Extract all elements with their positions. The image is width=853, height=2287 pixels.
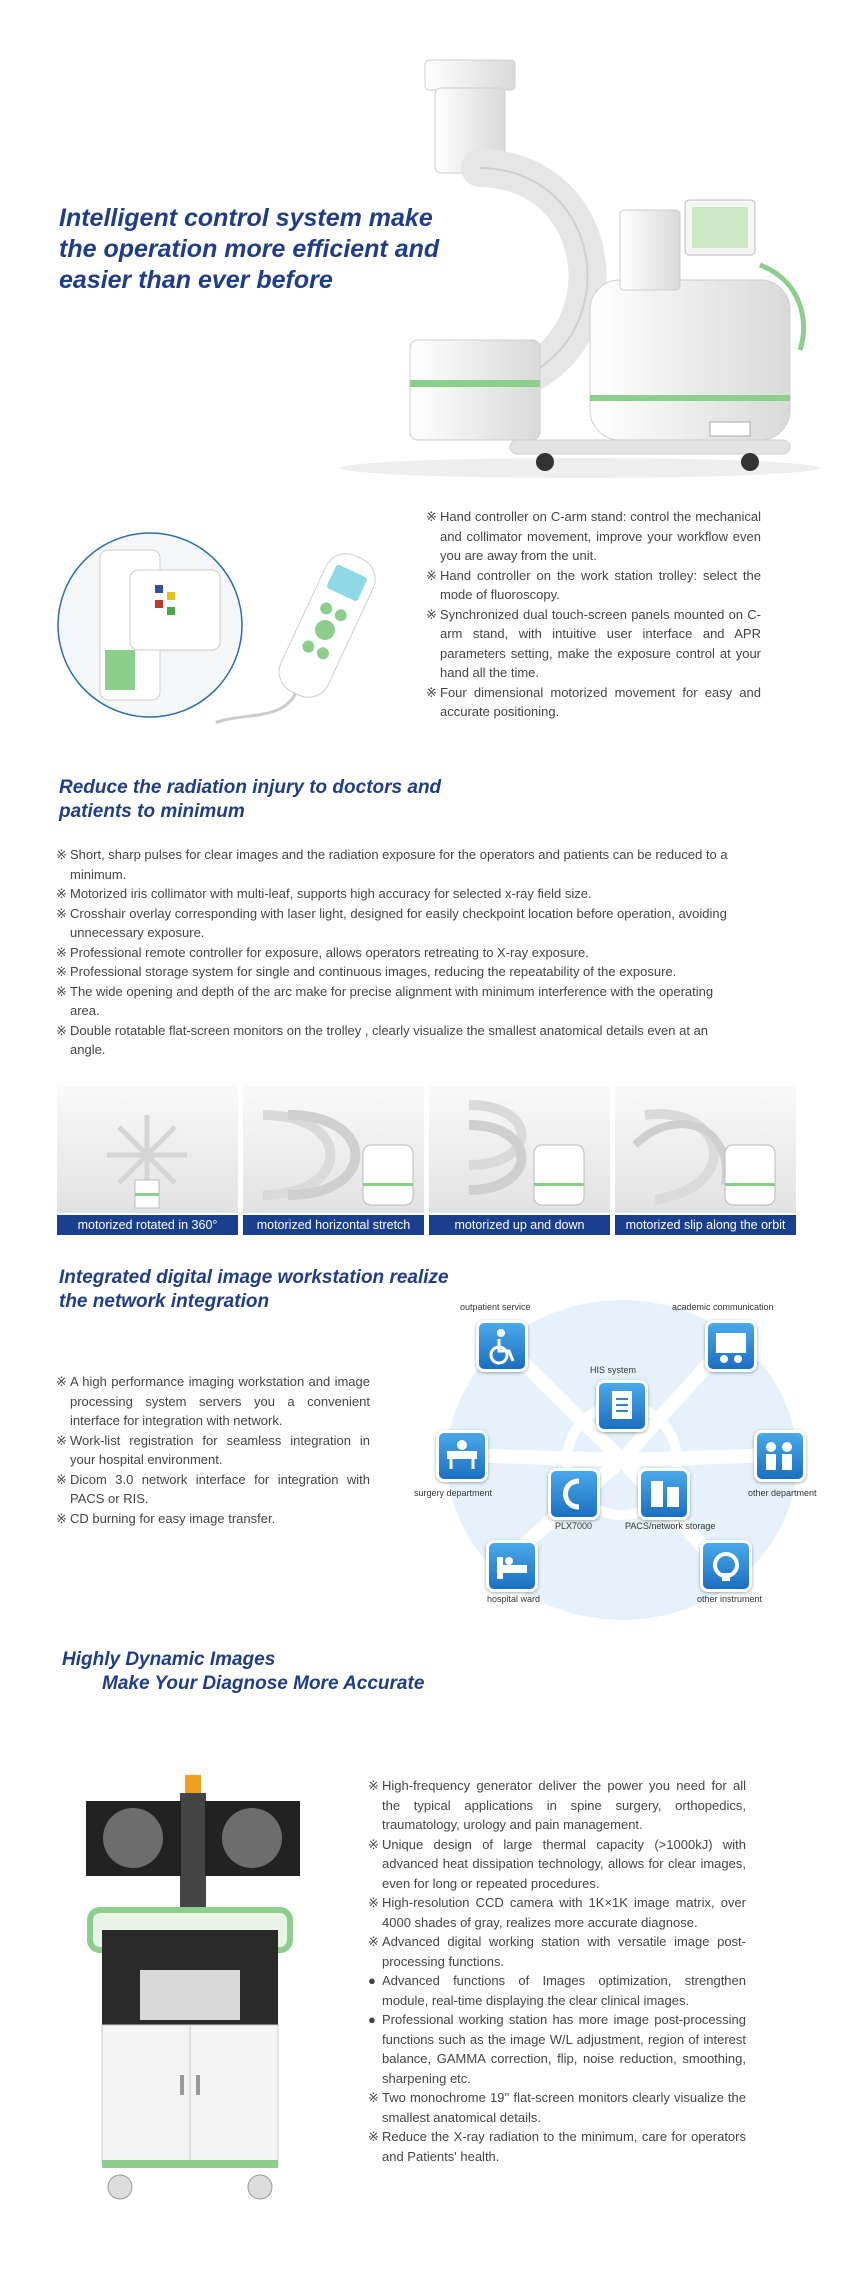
reference-mark: ※: [426, 684, 437, 700]
label-outpatient: outpatient service: [460, 1302, 531, 1312]
list-item: ● Professional working station has more image post-processing functions such as the image W/L adjustment, region of interest balance, GAMMA correction, flip, noise reduction, smoothing, sharpening etc.: [368, 2012, 746, 2086]
section1-feature-list: [426, 507, 761, 722]
workstation-trolley-image: [80, 1775, 300, 2205]
other-instrument-icon: [700, 1540, 752, 1592]
label-other-dept: other department: [748, 1488, 817, 1498]
motion-photo-stretch: [243, 1085, 424, 1213]
list-item: ※ Hand controller on the work station trolley: select the mode of fluoroscopy.: [426, 567, 761, 602]
reference-mark: ※: [426, 509, 437, 524]
caption-updown: motorized up and down: [429, 1215, 610, 1235]
reference-mark: ※: [56, 886, 67, 901]
list-item: ※ Reduce the X-ray radiation to the minimum, care for operators and Patients' health.: [368, 2129, 746, 2164]
pacs-storage-icon: [638, 1468, 690, 1520]
surgery-department-icon: [436, 1430, 488, 1482]
section2-title-line: Reduce the radiation injury to doctors and: [59, 777, 442, 798]
list-mark: ※: [368, 1836, 379, 1852]
list-item: ※ Professional remote controller for exposure, allows operators retreating to X-ray exposure.: [56, 943, 736, 963]
list-item: ※ Advanced digital working station with versatile image post-processing functions.: [368, 1934, 746, 1969]
list-item: ※ Professional storage system for single and continuous images, reducing the repeatability of the exposure.: [56, 962, 736, 982]
section2-feature-list: [56, 845, 736, 1060]
reference-mark: ※: [56, 944, 67, 960]
list-item: ※ Synchronized dual touch-screen panels mounted on C-arm stand, with intuitive user interface and APR parameters setting, make the exposure control at your hand all the time.: [426, 606, 761, 680]
section4-title: [62, 1648, 562, 1696]
list-item: ※ Crosshair overlay corresponding with laser light, designed for easily checkpoint location before operation, avoiding unnecessary exposure.: [56, 905, 727, 940]
motion-photo-updown: [429, 1085, 610, 1213]
his-system-icon: [596, 1380, 648, 1432]
academic-communication-icon: [705, 1320, 757, 1372]
motion-photo-orbit: [615, 1085, 796, 1213]
motion-photo-rotate: [57, 1085, 238, 1213]
list-item: ※ Double rotatable flat-screen monitors on the trolley , clearly visualize the smallest anatomical details even at an angle.: [56, 1022, 709, 1057]
outpatient-service-icon: [476, 1320, 528, 1372]
reference-mark: ※: [56, 983, 67, 999]
reference-mark: ※: [426, 606, 437, 622]
list-item: ※ Short, sharp pulses for clear images and the radiation exposure for the operators and patients can be reduced to a minimum.: [56, 847, 728, 882]
list-item: ※ The wide opening and depth of the arc make for precise alignment with minimum interference with the operating area.: [56, 983, 714, 1018]
list-item: ※ High-resolution CCD camera with 1K×1K image matrix, over 4000 shades of gray, realizes more accurate diagnose.: [368, 1895, 746, 1930]
reference-mark: ※: [56, 1374, 67, 1389]
network-diagram: [400, 1290, 830, 1630]
section1-title-line: the operation more efficient and: [59, 235, 440, 263]
list-item: ※ Dicom 3.0 network interface for integration with PACS or RIS.: [56, 1471, 370, 1506]
reference-mark: ※: [56, 964, 67, 979]
section4-title-line2: Make Your Diagnose More Accurate: [102, 1673, 425, 1694]
section2-title: [59, 776, 559, 824]
section3-feature-list: [56, 1372, 370, 1528]
label-instrument: other instrument: [697, 1594, 763, 1604]
reference-mark: ※: [426, 567, 437, 583]
list-mark: ※: [368, 1778, 379, 1793]
reference-mark: ※: [56, 847, 67, 862]
caption-stretch: motorized horizontal stretch: [243, 1215, 424, 1235]
reference-mark: ※: [56, 1510, 67, 1526]
label-pacs: PACS/network storage: [625, 1521, 716, 1531]
hospital-ward-icon: [486, 1540, 538, 1592]
section4-title-line1: Highly Dynamic Images: [62, 1649, 276, 1670]
list-mark: ※: [368, 2129, 379, 2144]
label-his: HIS system: [590, 1365, 637, 1375]
list-item: ※ A high performance imaging workstation and image processing system servers you a convenient interface for integration with network.: [56, 1374, 370, 1428]
list-item: ● Advanced functions of Images optimization, strengthen module, real-time displaying the clear clinical images.: [368, 1973, 746, 2008]
list-item: ※ Work-list registration for seamless integration in your hospital environment.: [56, 1432, 370, 1467]
reference-mark: ※: [56, 1471, 67, 1487]
section3-title-line: Integrated digital image workstation realize: [59, 1267, 449, 1288]
other-department-icon: [754, 1430, 806, 1482]
list-mark: ※: [368, 1934, 379, 1949]
section3-title-line: the network integration: [59, 1291, 270, 1312]
plx7000-icon: [548, 1468, 600, 1520]
list-mark: ●: [368, 2012, 376, 2027]
section1-title-line: easier than ever before: [59, 266, 333, 294]
caption-rotate: motorized rotated in 360°: [57, 1215, 238, 1235]
label-plx: PLX7000: [555, 1521, 593, 1531]
list-item: ※ Four dimensional motorized movement for easy and accurate positioning.: [426, 684, 761, 719]
list-item: ※ Two monochrome 19'' flat-screen monitors clearly visualize the smallest anatomical details.: [368, 2090, 746, 2125]
list-item: ※ Hand controller on C-arm stand: control the mechanical and collimator movement, improve your workflow even you are away from the unit.: [426, 509, 761, 563]
c-arm-machine-image: [330, 50, 830, 480]
section1-title-line: Intelligent control system make: [59, 204, 433, 232]
caption-orbit: motorized slip along the orbit: [615, 1215, 796, 1235]
list-mark: ※: [368, 1895, 379, 1910]
hand-controller-image: [55, 530, 395, 730]
list-item: ※ Motorized iris collimator with multi-leaf, supports high accuracy for selected x-ray field size.: [56, 884, 736, 904]
list-item: ※ CD burning for easy image transfer.: [56, 1509, 370, 1529]
label-academic: academic communication: [672, 1302, 774, 1312]
reference-mark: ※: [56, 1022, 67, 1038]
list-mark: ※: [368, 2090, 379, 2105]
list-mark: ●: [368, 1973, 376, 1988]
section2-title-line: patients to minimum: [59, 801, 245, 822]
section4-feature-list: [368, 1776, 746, 2166]
label-ward: hospital ward: [487, 1594, 541, 1604]
list-item: ※ High-frequency generator deliver the power you need for all the typical applications in spine surgery, orthopedics, traumatology, urology and pain management.: [368, 1778, 746, 1832]
reference-mark: ※: [56, 905, 67, 921]
list-item: ※ Unique design of large thermal capacity (>1000kJ) with advanced heat dissipation technology, allows for clear images, even for long or repeated procedures.: [368, 1836, 746, 1891]
label-surgery: surgery department: [414, 1488, 493, 1498]
reference-mark: ※: [56, 1432, 67, 1448]
